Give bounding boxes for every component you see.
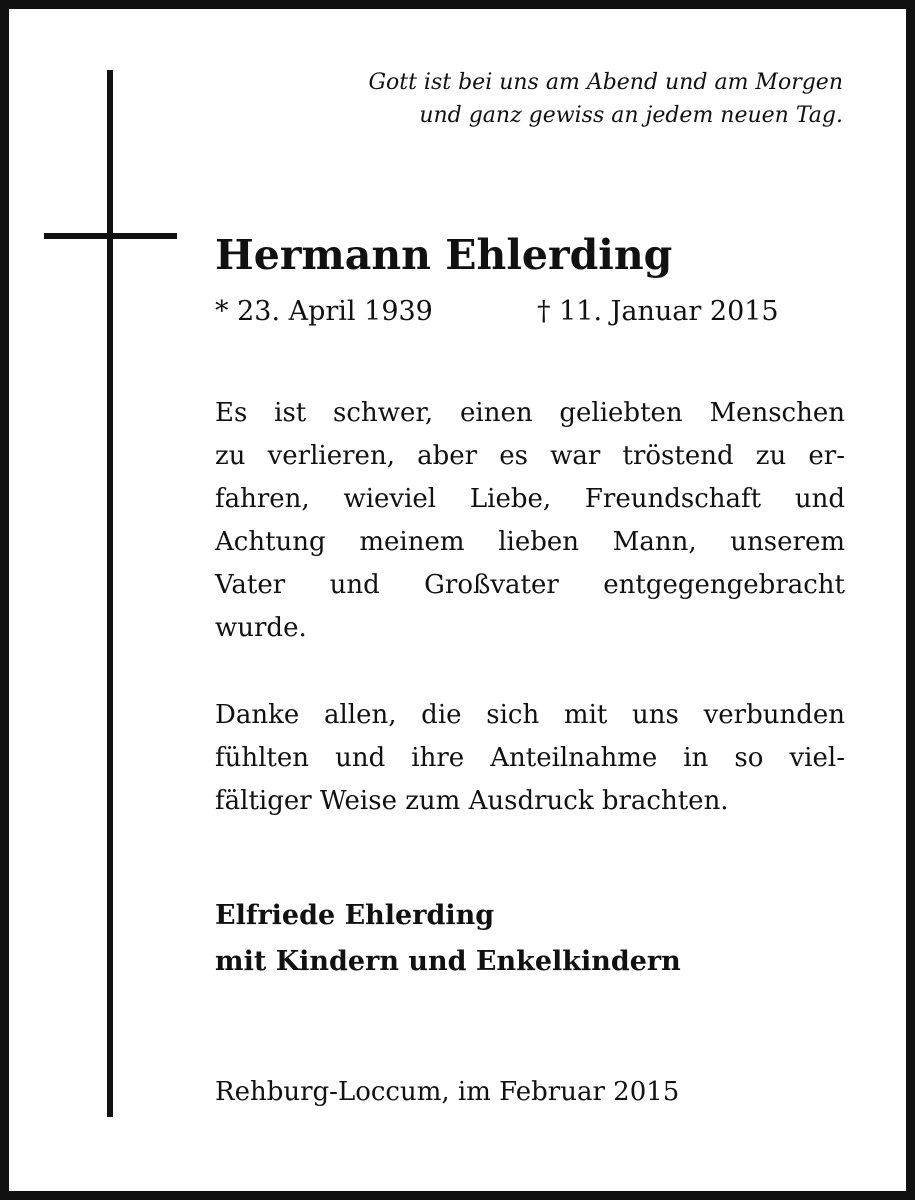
paragraph-line: fühlten und ihre Anteilnahme in so viel-: [215, 743, 845, 773]
death-date: † 11. Januar 2015: [537, 296, 779, 327]
thanks-paragraph-1: [215, 392, 845, 650]
paragraph-line: Vater und Großvater entgegengebracht: [215, 570, 845, 600]
thanks-paragraph-2: [215, 694, 845, 823]
signature-name: Elfriede Ehlerding: [215, 900, 495, 931]
paragraph-line: wurde.: [215, 613, 307, 643]
motto-line: und ganz gewiss an jedem neuen Tag.: [419, 103, 843, 128]
motto-line: Gott ist bei uns am Abend und am Morgen: [368, 70, 843, 95]
paragraph-line: fahren, wieviel Liebe, Freundschaft und: [215, 484, 845, 514]
cross-horizontal-bar: [44, 233, 177, 239]
deceased-name: Hermann Ehlerding: [215, 231, 673, 279]
signature-block: [215, 893, 681, 985]
signature-family: mit Kindern und Enkelkindern: [215, 946, 681, 977]
place-and-date: Rehburg-Loccum, im Februar 2015: [215, 1077, 680, 1107]
paragraph-line: fältiger Weise zum Ausdruck brachten.: [215, 786, 729, 816]
cross-vertical-bar: [107, 70, 113, 1117]
paragraph-line: Es ist schwer, einen geliebten Menschen: [215, 398, 845, 428]
paragraph-line: Danke allen, die sich mit uns verbunden: [215, 700, 845, 730]
birth-date: * 23. April 1939: [215, 296, 433, 327]
paragraph-line: zu verlieren, aber es war tröstend zu er-: [215, 441, 845, 471]
motto-verse: [203, 66, 843, 132]
paragraph-line: Achtung meinem lieben Mann, unserem: [215, 527, 845, 557]
